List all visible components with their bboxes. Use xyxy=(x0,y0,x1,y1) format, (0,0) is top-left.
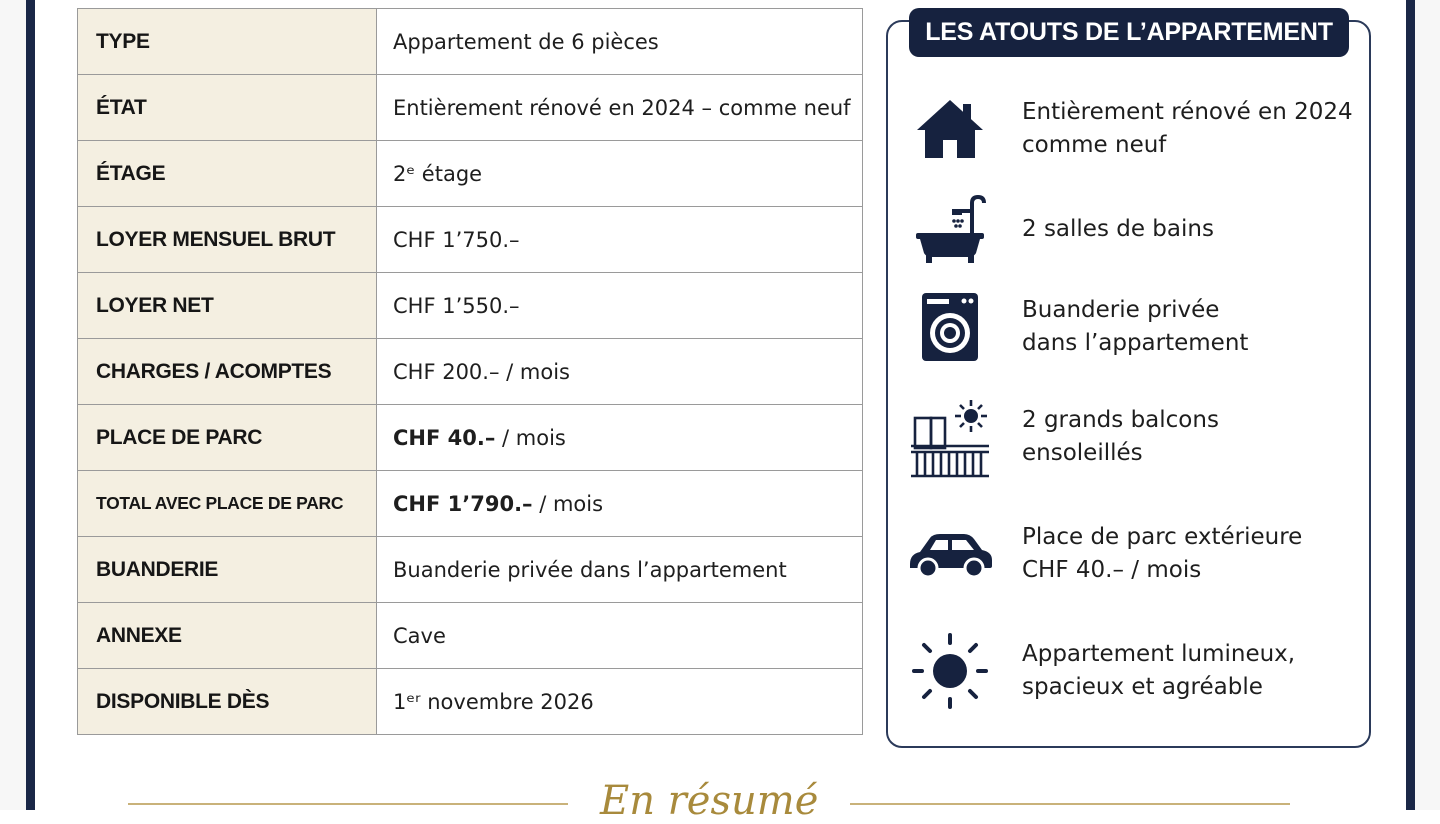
atout-text xyxy=(1022,84,1362,174)
atout-line: ensoleillés xyxy=(1022,440,1143,466)
atout-line: comme neuf xyxy=(1022,132,1167,158)
divider-line xyxy=(850,803,1290,805)
atout-text xyxy=(1022,282,1362,372)
divider-line xyxy=(128,803,568,805)
atouts-title: LES ATOUTS DE L’APPARTEMENT xyxy=(909,8,1349,57)
car-icon xyxy=(904,509,996,599)
row-label: ÉTAGE xyxy=(78,141,377,207)
row-value: 1ᵉʳ novembre 2026 xyxy=(377,669,863,735)
value-strong: CHF 1’790.– xyxy=(393,491,533,516)
row-label: BUANDERIE xyxy=(78,537,377,603)
row-label: ANNEXE xyxy=(78,603,377,669)
row-label: LOYER MENSUEL BRUT xyxy=(78,207,377,273)
table-row xyxy=(78,537,863,603)
row-value: 2ᵉ étage xyxy=(377,141,863,207)
atout-item xyxy=(904,392,1364,482)
table-row xyxy=(78,75,863,141)
value-strong: CHF 40.– xyxy=(393,425,496,450)
row-label: PLACE DE PARC xyxy=(78,405,377,471)
page-margin-left xyxy=(0,0,26,810)
page-border-left xyxy=(26,0,35,810)
atout-line: CHF 40.– / mois xyxy=(1022,557,1202,583)
atout-item xyxy=(904,184,1364,274)
table-row xyxy=(78,141,863,207)
row-value: Cave xyxy=(377,603,863,669)
row-value xyxy=(377,405,863,471)
atout-item xyxy=(904,282,1364,372)
sun-icon xyxy=(904,626,996,716)
page-border-right xyxy=(1406,0,1415,810)
atout-text xyxy=(1022,509,1362,599)
row-label: DISPONIBLE DÈS xyxy=(78,669,377,735)
bathtub-icon xyxy=(904,184,996,274)
table-row xyxy=(78,207,863,273)
table-row xyxy=(78,9,863,75)
apartment-info-table xyxy=(77,8,863,735)
atout-line: 2 grands balcons xyxy=(1022,407,1219,433)
atout-line: Entièrement rénové en 2024 xyxy=(1022,99,1353,125)
table-row xyxy=(78,273,863,339)
atout-text xyxy=(1022,626,1362,716)
row-label: TOTAL AVEC PLACE DE PARC xyxy=(78,471,377,537)
atout-line: 2 salles de bains xyxy=(1022,215,1214,242)
atout-text xyxy=(1022,392,1362,482)
value-rest: / mois xyxy=(532,491,604,516)
row-label: LOYER NET xyxy=(78,273,377,339)
row-label: CHARGES / ACOMPTES xyxy=(78,339,377,405)
atout-line: Buanderie privée xyxy=(1022,297,1220,323)
table-row xyxy=(78,471,863,537)
table-row xyxy=(78,405,863,471)
balcony-sun-icon xyxy=(904,392,996,482)
row-value: CHF 200.– / mois xyxy=(377,339,863,405)
row-value: Buanderie privée dans l’appartement xyxy=(377,537,863,603)
atout-line: Appartement lumineux, xyxy=(1022,641,1296,667)
washing-machine-icon xyxy=(904,282,996,372)
atout-item xyxy=(904,84,1364,174)
table-row xyxy=(78,603,863,669)
row-value: CHF 1’750.– xyxy=(377,207,863,273)
summary-title: En résumé xyxy=(600,778,819,824)
row-value: Entièrement rénové en 2024 – comme neuf xyxy=(377,75,863,141)
atout-line: spacieux et agréable xyxy=(1022,674,1263,700)
row-label: ÉTAT xyxy=(78,75,377,141)
row-value: CHF 1’550.– xyxy=(377,273,863,339)
atout-line: Place de parc extérieure xyxy=(1022,524,1303,550)
atout-text xyxy=(1022,184,1362,274)
atout-item xyxy=(904,626,1364,716)
house-icon xyxy=(904,84,996,174)
row-value xyxy=(377,471,863,537)
atout-line: dans l’appartement xyxy=(1022,330,1249,356)
row-label: TYPE xyxy=(78,9,377,75)
page-margin-right xyxy=(1415,0,1440,810)
table-row xyxy=(78,669,863,735)
row-value: Appartement de 6 pièces xyxy=(377,9,863,75)
table-row xyxy=(78,339,863,405)
atout-item xyxy=(904,509,1364,599)
value-rest: / mois xyxy=(495,425,566,450)
